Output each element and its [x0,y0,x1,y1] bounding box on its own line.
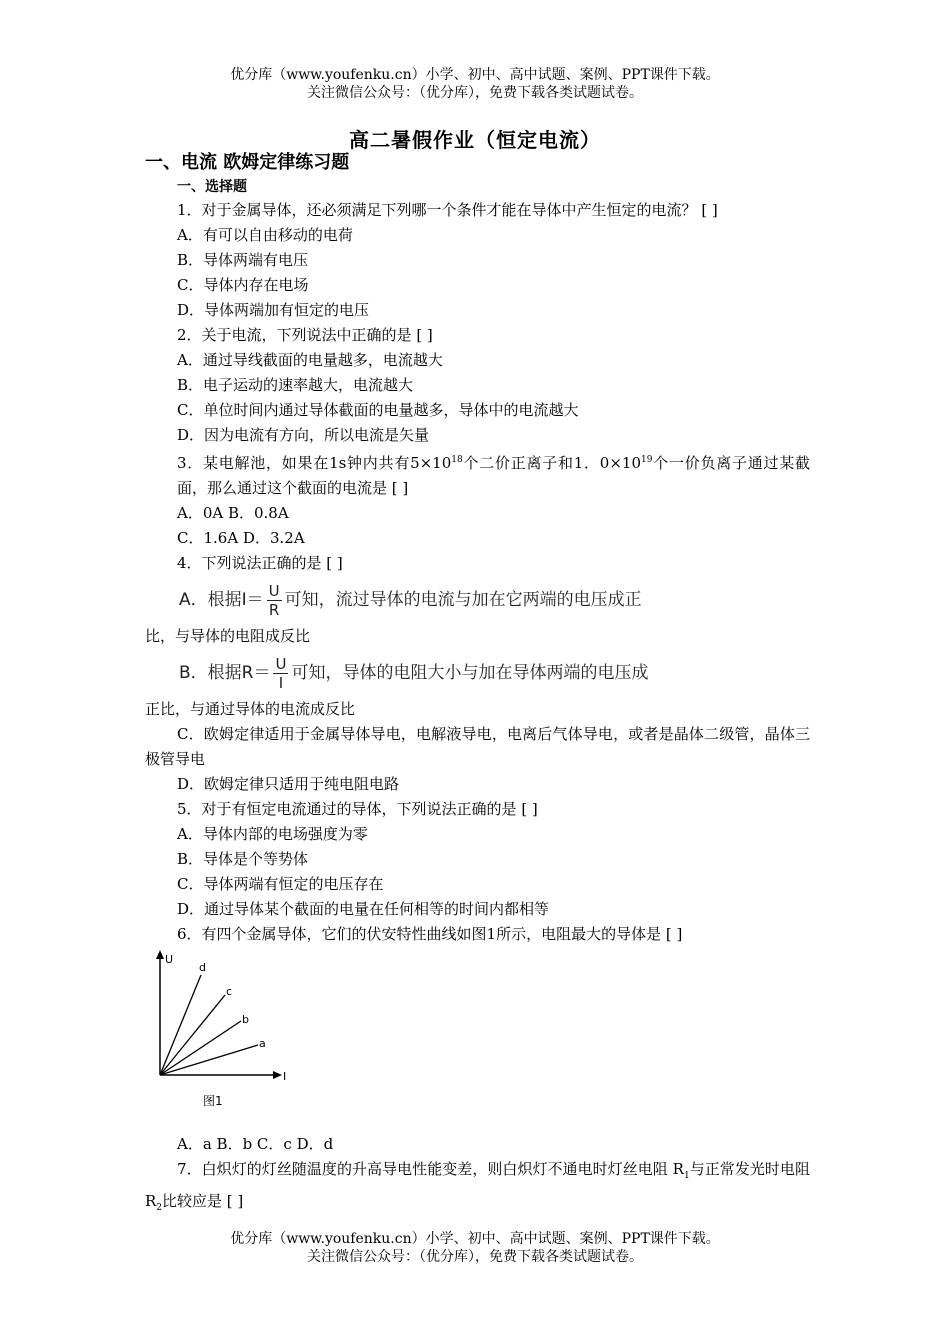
q4a-denominator: R [268,600,280,619]
section-heading: 一、电流 欧姆定律练习题 [145,152,350,173]
q7-text-a: 7．白炽灯的灯丝随温度的升高导电性能变差，则白炽灯不通电时灯丝电阻 R [177,1160,684,1178]
q4a-prefix: A．根据I＝ [179,589,264,610]
question-5-option-c: C．导体两端有恒定的电压存在 [177,875,384,893]
line-b [160,1021,241,1075]
document-title: 高二暑假作业（恒定电流） [349,128,601,152]
q3-exponent-1: 18 [451,455,463,465]
question-1-option-c: C．导体内存在电场 [177,276,309,294]
line-c [160,995,225,1075]
figure-1-iv-curves [145,947,810,1132]
question-4-option-c: C．欧姆定律适用于金属导体导电，电解液导电，电离后气体导电，或者是晶体二级管，晶体三极管导电 [145,725,810,768]
q3-text-a: 3．某电解池，如果在1s钟内共有5×10 [177,454,452,472]
question-2-option-c: C．单位时间内通过导体截面的电量越多，导体中的电流越大 [177,401,579,419]
question-4-option-b-formula [145,649,810,697]
line-a [160,1045,258,1075]
question-4-option-d: D．欧姆定律只适用于纯电阻电路 [177,775,400,793]
question-4-option-a-formula [145,576,810,624]
line-a-label: a [259,1037,266,1050]
y-axis-arrow [156,950,164,959]
x-axis-arrow [273,1071,282,1079]
question-5-option-a: A．导体内部的电场强度为零 [177,825,368,843]
question-2-option-d: D．因为电流有方向，所以电流是矢量 [177,426,430,444]
question-3-options-cd: C．1.6A D．3.2A [177,529,305,547]
question-1-option-a: A．有可以自由移动的电荷 [177,226,353,244]
x-axis-label: I [283,1070,287,1083]
question-5-stem: 5．对于有恒定电流通过的导体，下列说法正确的是 [ ] [177,800,538,818]
header-line-2: 关注微信公众号：（优分库），免费下载各类试题试卷。 [307,85,643,101]
question-1-stem: 1．对于金属导体，还必须满足下列哪一个条件才能在导体中产生恒定的电流？ [ ] [177,201,718,219]
q7-text-b: 与正常发光时电阻 R [145,1160,810,1210]
question-2-option-a: A．通过导线截面的电量越多，电流越大 [177,351,443,369]
figure-caption: 图1 [203,1094,223,1108]
line-b-label: b [242,1013,249,1026]
question-6-options: A．a B．b C．c D．d [177,1135,334,1153]
q4b-prefix: B．根据R＝ [179,662,271,683]
q3-text-c: 个一价负离子通过某截面，那么通过这个截面的电流是 [ ] [177,454,810,497]
y-axis-label: U [165,953,174,966]
question-3-options-ab: A．0A B．0.8A [177,504,289,522]
q4b-suffix: 可知，导体的电阻大小与加在导体两端的电压成 [291,662,649,683]
q4a-fraction [267,582,282,619]
q7-text-c: 比较应是 [ ] [162,1192,244,1210]
q3-text-b: 个二价正离子和1．0×10 [462,454,641,472]
question-6-stem: 6．有四个金属导体，它们的伏安特性曲线如图1所示，电阻最大的导体是 [ ] [177,925,683,943]
q4a-suffix: 可知，流过导体的电流与加在它两端的电压成正 [284,589,642,610]
footer-line-1: 优分库（www.youfenku.cn）小学、初中、高中试题、案例、PPT课件下载。 [230,1231,720,1247]
question-2-stem: 2．关于电流，下列说法中正确的是 [ ] [177,326,433,344]
question-5-option-d: D．通过导体某个截面的电量在任何相等的时间内都相等 [177,900,550,918]
question-5-option-b: B．导体是个等势体 [177,850,309,868]
figure-1-svg [145,947,305,1132]
question-3-stem [145,448,810,501]
subsection-heading: 一、选择题 [177,179,247,195]
line-d [160,975,201,1075]
page-header [0,66,950,102]
q3-exponent-2: 19 [641,455,653,465]
question-1-option-d: D．导体两端加有恒定的电压 [177,301,370,319]
q4b-fraction [273,655,288,692]
q4b-numerator: U [275,654,287,673]
question-4-option-a-continuation: 比，与导体的电阻成反比 [145,627,311,645]
question-2-option-b: B．电子运动的速率越大，电流越大 [177,376,414,394]
footer-line-2: 关注微信公众号：（优分库），免费下载各类试题试卷。 [307,1249,643,1265]
question-4-stem: 4．下列说法正确的是 [ ] [177,554,343,572]
q4b-denominator: I [278,673,284,692]
question-4-option-b-continuation: 正比，与通过导体的电流成反比 [145,700,356,718]
line-d-label: d [199,961,206,974]
question-7-stem [145,1157,810,1221]
q7-subscript-2: 2 [156,1203,163,1213]
question-1-option-b: B．导体两端有电压 [177,251,309,269]
line-c-label: c [226,985,233,998]
page-footer [0,1230,950,1266]
q7-subscript-1: 1 [683,1171,690,1181]
header-line-1: 优分库（www.youfenku.cn）小学、初中、高中试题、案例、PPT课件下载。 [230,67,720,83]
document-body [145,150,810,1221]
q4a-numerator: U [268,581,280,600]
